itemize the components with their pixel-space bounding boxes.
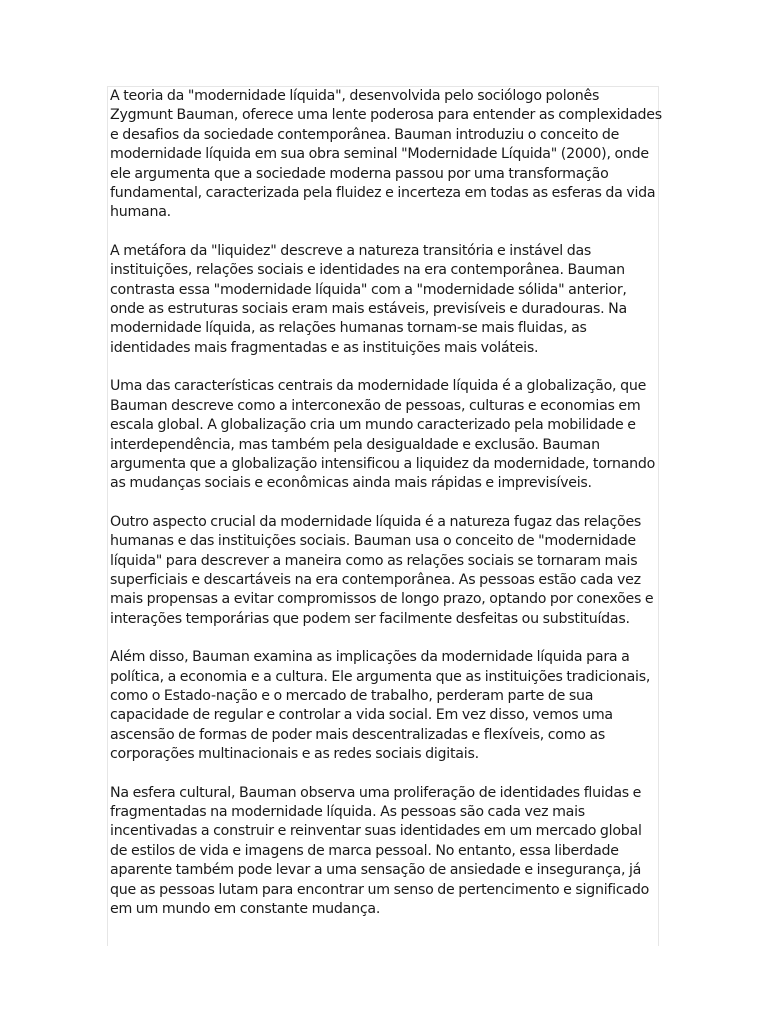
paragraph-6: Na esfera cultural, Bauman observa uma proliferação de identidades fluidas e fragmentadas na modernidade líquida. As pessoas são cada vez mais incentivadas a construir e reinventar suas identidades em um mercado global de estilos de vida e imagens de marca pessoal. No entanto, essa liberdade aparente também pode levar a uma sensação de ansiedade e insegurança, já que as pessoas lutam para encontrar um senso de pertencimento e significado em um mundo em constante mudança. <box>110 784 650 918</box>
paragraph-5: Além disso, Bauman examina as implicações da modernidade líquida para a política, a economia e a cultura. Ele argumenta que as instituições tradicionais, como o Estado-nação e o mercado de trabalho, perderam parte de sua capacidade de regular e controlar a vida social. Em vez disso, vemos uma ascensão de formas de poder mais descentralizadas e flexíveis, como as corporações multinacionais e as redes sociais digitais. <box>110 649 651 763</box>
paragraph-3: Uma das características centrais da modernidade líquida é a globalização, que Bauman descreve como a interconexão de pessoas, culturas e economias em escala global. A globalização cria um mundo caracterizado pela mobilidade e interdependência, mas também pela desigualdade e exclusão. Bauman argumenta que a globalização intensificou a liquidez da modernidade, tornando as mudanças sociais e econômicas ainda mais rápidas e imprevisíveis. <box>110 378 656 492</box>
paragraph-2: A metáfora da "liquidez" descreve a natureza transitória e instável das instituições, relações sociais e identidades na era contemporânea. Bauman contrasta essa "modernidade líquida" com a "modernidade sólida" anterior, onde as estruturas sociais eram mais estáveis, previsíveis e duradouras. Na modernidade líquida, as relações humanas tornam-se mais fluidas, as identidades mais fragmentadas e as instituições mais voláteis. <box>110 242 627 356</box>
document-body <box>110 87 662 938</box>
paragraph-1: A teoria da "modernidade líquida", desenvolvida pelo sociólogo polonês Zygmunt Bauman, oferece uma lente poderosa para entender as complexidades e desafios da sociedade contemporânea. Bauman introduziu o conceito de modernidade líquida em sua obra seminal "Modernidade Líquida" (2000), onde ele argumenta que a sociedade moderna passou por uma transformação fundamental, caracterizada pela fluidez e incerteza em todas as esferas da vida humana. <box>110 88 662 221</box>
paragraph-4: Outro aspecto crucial da modernidade líquida é a natureza fugaz das relações humanas e das instituições sociais. Bauman usa o conceito de "modernidade líquida" para descrever a maneira como as relações sociais se tornaram mais superficiais e descartáveis na era contemporânea. As pessoas estão cada vez mais propensas a evitar compromissos de longo prazo, optando por conexões e interações temporárias que podem ser facilmente desfeitas ou substituídas. <box>110 513 654 627</box>
